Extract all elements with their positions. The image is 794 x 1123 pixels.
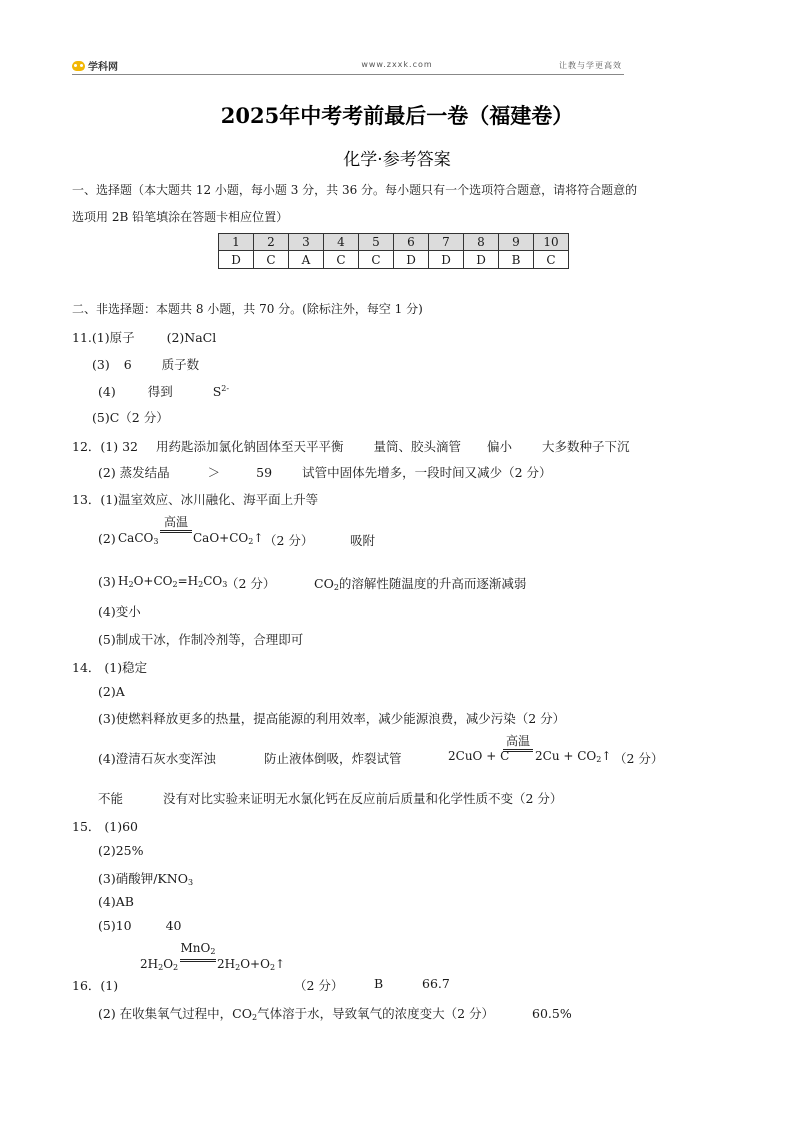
question-number-6: 6 (394, 234, 429, 251)
q13-label-2: (2) (98, 531, 116, 546)
q16-answer-2b: 60.5% (532, 1006, 572, 1021)
answer-7: D (429, 251, 464, 269)
q13-equation-carbonic: $H_2O+CO_2=H_2CO_3$ (118, 574, 228, 589)
catalyst-subscript: 2 (210, 947, 216, 956)
q12-answer-1d: 偏小 (486, 439, 512, 454)
q16-equation-products: $2H_2O+O_2↑$ (217, 957, 286, 972)
q12-answer-2d: 试管中固体先增多，一段时间又减少（2 分） (302, 465, 552, 480)
q13-line5: (5)制成干冰，作制冷剂等，合理即可 (98, 632, 304, 647)
q13-score-3: （2 分） (226, 576, 276, 591)
q16-label-1: 16．(1) (72, 978, 119, 993)
q15-line4: (4)AB (98, 894, 134, 909)
q14-line2: (2)A (98, 684, 125, 699)
answer-3: A (289, 251, 324, 269)
q16-answer-1b: B (374, 976, 384, 991)
q11-label-4: (4) (98, 384, 116, 399)
logo-text: 学科网 (88, 62, 118, 73)
q14-line5 (98, 789, 562, 807)
answer-table (218, 233, 569, 269)
q15-line1: 15． (1)60 (72, 819, 138, 834)
q11-answer-4a: 得到 (147, 384, 173, 399)
question-number-7: 7 (429, 234, 464, 251)
sulfur-symbol: S (212, 384, 222, 399)
q15-line3 (98, 869, 193, 887)
q13-equation-products: $CaO+CO_2↑$ (193, 531, 264, 546)
question-number-5: 5 (359, 234, 394, 251)
q16-condition-catalyst (180, 942, 216, 962)
q12-line1 (72, 437, 630, 455)
q13-condition-text: 高温 (163, 515, 188, 529)
q14-answer-5b: 没有对比实验来证明无水氯化钙在反应前后质量和化学性质不变（2 分） (163, 791, 563, 806)
q11-line4: (5)C（2 分） (92, 410, 169, 425)
q13-answer-adsorb: 吸附 (350, 533, 376, 548)
section1-line1: 一、选择题（本大题共 12 小题，每小题 3 分，共 36 分。每小题只有一个选项符合题意，请将符合题意的 (72, 183, 638, 197)
reaction-equals-sign (160, 530, 192, 533)
q11-answer-1: 11.(1)原子 (72, 330, 135, 345)
header-divider (72, 74, 624, 75)
q16-answer-1c: 66.7 (422, 976, 450, 991)
answer-table-answer-row (219, 251, 569, 269)
question-number-1: 1 (219, 234, 254, 251)
q12-answer-1a: 12．(1) 32 (72, 439, 138, 454)
q14-score-4: （2 分） (614, 751, 664, 766)
q12-answer-1c: 量筒、胶头滴管 (373, 439, 461, 454)
q15-answer-5b: 40 (165, 918, 182, 933)
q14-line3: (3)使燃料释放更多的热量，提高能源的利用效率，减少能源浪费，减少污染（2 分） (98, 711, 566, 726)
q13-equation-caco3: CaCO$_3$ (118, 531, 159, 546)
q11-answer-4b (213, 384, 229, 399)
q13-solubility-text: 的溶解性随温度的升高而逐渐减弱 (338, 576, 527, 591)
q11-answer-3a: 6 (123, 357, 132, 372)
page-title: 2025年中考考前最后一卷（福建卷） (220, 103, 574, 128)
q16-answer-2a (98, 1004, 494, 1022)
q15-answer-3-sub: 3 (187, 878, 194, 887)
answer-table-header-row (219, 234, 569, 251)
q11-label-3: (3) (92, 357, 110, 372)
q12-answer-1b: 用药匙添加氯化钠固体至天平平衡 (155, 439, 344, 454)
q15-line5 (98, 918, 182, 933)
q15-answer-3: (3)硝酸钾/KNO (98, 871, 188, 886)
q11-answer-3b: 质子数 (161, 357, 200, 372)
q11-line2 (92, 355, 199, 373)
q13-answer-solubility: $CO_2$的溶解性随温度的升高而逐渐减弱 (314, 576, 527, 592)
q14-line1: 14． (1)稳定 (72, 660, 148, 675)
q16-answer-2-rest: 气体溶于水，导致氧气的浓度变大（2 分） (257, 1006, 495, 1021)
q14-condition-text: 高温 (505, 734, 530, 748)
sulfur-charge: 2- (221, 384, 230, 393)
q12-answer-2a: (2) 蒸发结晶 (98, 465, 170, 480)
q13-label-3: (3) (98, 574, 116, 589)
q12-answer-2c: 59 (256, 465, 273, 480)
q16-line2 (98, 1004, 572, 1022)
question-number-9: 9 (499, 234, 534, 251)
reaction-equals-sign (503, 749, 533, 752)
q13-line1: 13．(1)温室效应、冰川融化、海平面上升等 (72, 492, 319, 507)
question-number-3: 3 (289, 234, 324, 251)
answer-9: B (499, 251, 534, 269)
q16-catalyst-text (180, 942, 216, 958)
q13-line4: (4)变小 (98, 604, 141, 619)
q14-equation-reactants: 2CuO + C (448, 749, 510, 763)
answer-5: C (359, 251, 394, 269)
q15-answer-5a: (5)10 (98, 918, 132, 933)
q16-answer-2-text: (2) 在收集氧气过程中，CO (98, 1006, 252, 1021)
q11-line3 (98, 382, 229, 400)
question-number-8: 8 (464, 234, 499, 251)
section2-heading: 二、非选择题：本题共 8 小题，共 70 分。(除标注外，每空 1 分) (72, 302, 423, 316)
question-number-2: 2 (254, 234, 289, 251)
q16-answer-2-sub: 2 (252, 1013, 258, 1022)
q12-line2 (98, 463, 552, 481)
q13-score-2: （2 分） (264, 533, 314, 548)
q16-score-1: （2 分） (294, 978, 344, 993)
section1-line2: 选项用 2B 铅笔填涂在答题卡相应位置） (72, 210, 289, 224)
q16-equation-reactant: $2H_2O_2$ (140, 957, 179, 972)
q14-answer-5a: 不能 (98, 791, 124, 806)
q14-answer-4b: 防止液体倒吸，炸裂试管 (264, 751, 402, 766)
question-number-10: 10 (534, 234, 569, 251)
answer-10: C (534, 251, 569, 269)
q11-line1 (72, 328, 216, 346)
header-slogan: 让教与学更高效 (559, 61, 622, 70)
page-subtitle: 化学·参考答案 (343, 150, 451, 170)
q11-answer-2: (2)NaCl (166, 330, 217, 345)
header-url: www.zxxk.com (361, 60, 433, 69)
answer-6: D (394, 251, 429, 269)
answer-8: D (464, 251, 499, 269)
answer-2: C (254, 251, 289, 269)
reaction-equals-sign (180, 959, 216, 962)
answer-1: D (219, 251, 254, 269)
q14-answer-4a: (4)澄清石灰水变浑浊 (98, 751, 216, 766)
co2-symbol: CO (314, 576, 334, 591)
catalyst-formula: MnO (180, 941, 211, 955)
q13-condition-high-temp (160, 516, 192, 533)
answer-4: C (324, 251, 359, 269)
q14-condition-high-temp (503, 735, 533, 752)
q14-equation-products: $2Cu + CO_2↑$ (535, 749, 612, 764)
q15-line2: (2)25% (98, 843, 144, 858)
q12-answer-1e: 大多数种子下沉 (541, 439, 630, 454)
question-number-4: 4 (324, 234, 359, 251)
q12-answer-2b: ＞ (207, 465, 221, 480)
